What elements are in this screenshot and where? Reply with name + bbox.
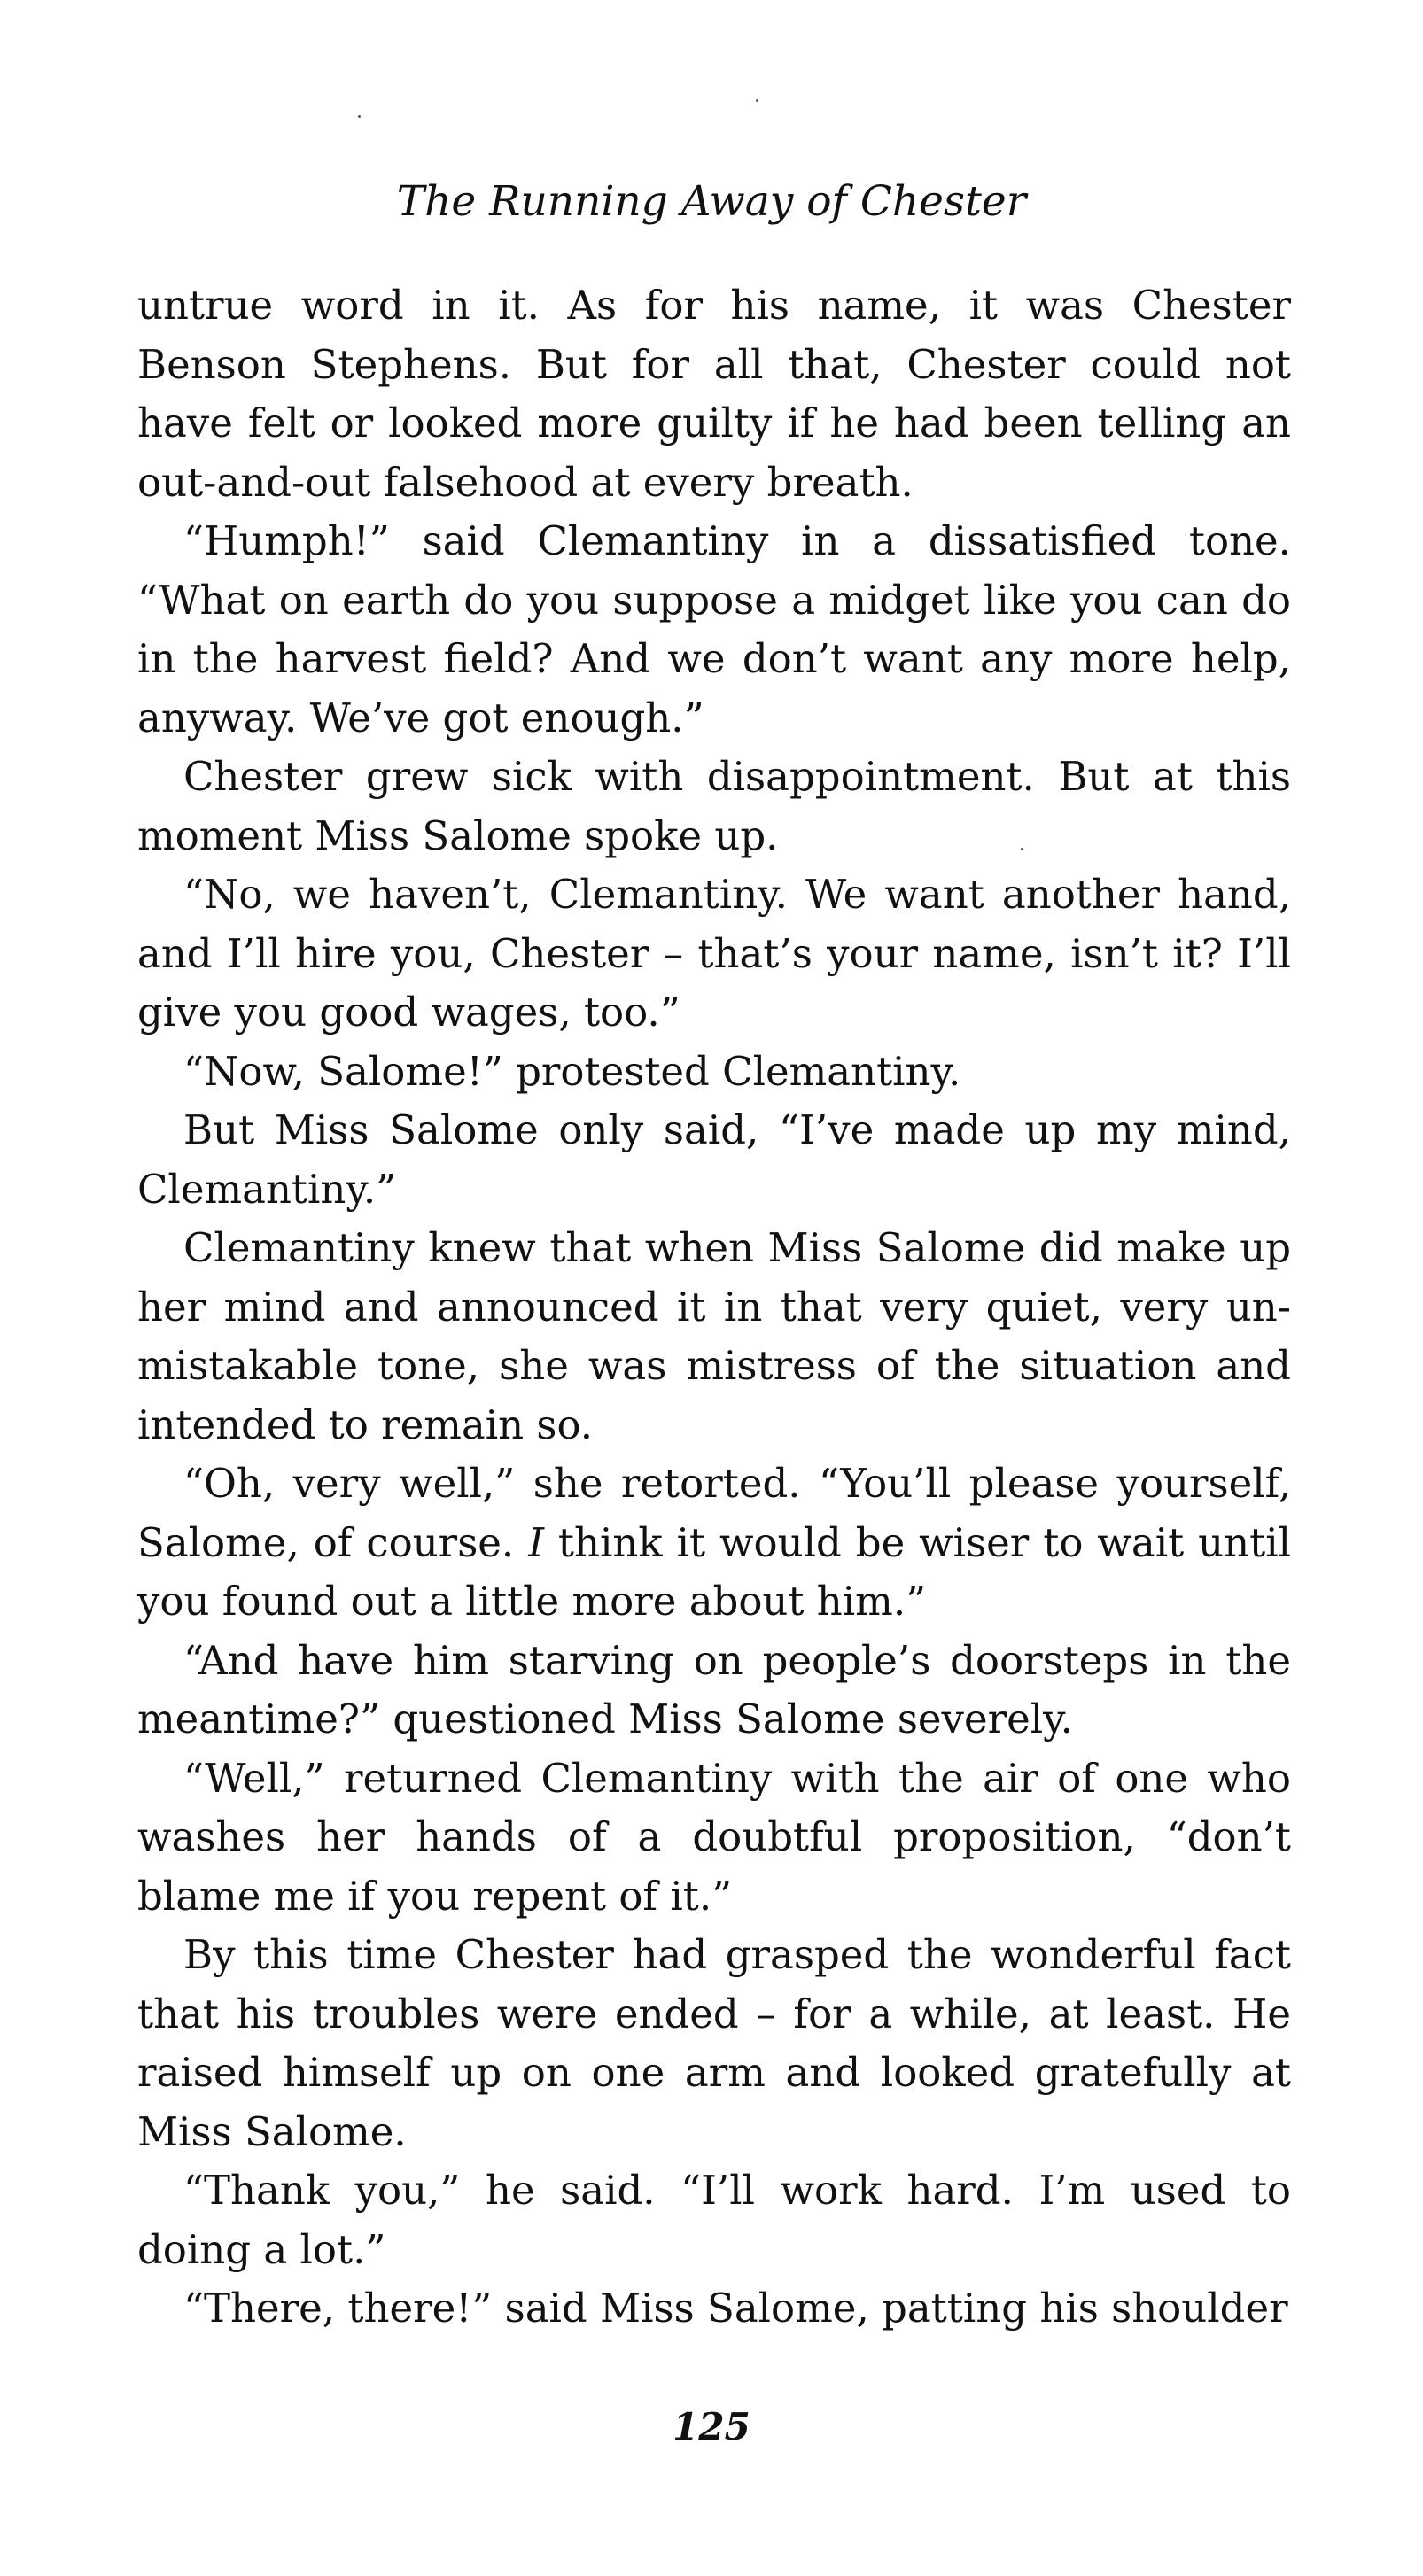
paragraph: “Well,” returned Clemantiny with the air of one who washes her hands of a doubtful proposition, “don’t blame me if you repent of it.” xyxy=(137,1754,1291,1920)
paragraph: By this time Chester had grasped the wonderful fact that his troubles were ended – for a while, at least. He raised himself up on one arm and looked gratefully at Miss Salome. xyxy=(137,1931,1291,2155)
paragraph: “No, we haven’t, Clemantiny. We want another hand, and I’ll hire you, Chester – that’s your name, isn’t it? I’ll give you good wages, too.” xyxy=(137,871,1291,1036)
paragraph: “There, there!” said Miss Salome, patting his shoulder xyxy=(183,2285,1288,2332)
paragraph: “Humph!” said Clemantiny in a dissatisfied tone. “What on earth do you suppose a midget like you can do in the harvest field? And we don’t want any more help, anyway. We’ve got enough.” xyxy=(137,517,1291,741)
page-number: 125 xyxy=(673,2405,750,2448)
paragraph-text: think it would be wiser to wait until you found out a little more about him.” xyxy=(137,1518,1291,1625)
scan-speck xyxy=(358,115,361,118)
paragraph: untrue word in it. As for his name, it was Chester Benson Stephens. But for all that, Chester could not have felt or looked more guilty if he had been telling an out-and-out falsehood at every breath. xyxy=(137,282,1291,506)
paragraph: “And have him starving on people’s doorsteps in the meantime?” questioned Miss Salome severely. xyxy=(137,1636,1291,1742)
paragraph: “Thank you,” he said. “I’ll work hard. I’m used to doing a lot.” xyxy=(137,2167,1291,2273)
emphasized-word: I xyxy=(528,1518,544,1566)
paragraph: Chester grew sick with disappointment. But at this moment Miss Salome spoke up. xyxy=(137,753,1291,859)
body-text xyxy=(137,276,1291,2339)
paragraph: “Now, Salome!” protested Clemantiny. xyxy=(183,1047,961,1095)
paragraph: But Miss Salome only said, “I’ve made up my mind, Clemantiny.” xyxy=(137,1106,1291,1213)
paragraph-text: “Oh, very well,” she retorted. “You’ll please yourself, Salome, of course. xyxy=(137,1460,1291,1566)
scan-speck xyxy=(756,99,758,102)
running-head: The Running Away of Chester xyxy=(396,177,1027,226)
paragraph xyxy=(137,1455,1291,1632)
paragraph: Clemantiny knew that when Miss Salome did make up her mind and announced it in that very quiet, very un- mistakable tone, she was mistress of the situation and intended to remain so. xyxy=(137,1224,1291,1448)
